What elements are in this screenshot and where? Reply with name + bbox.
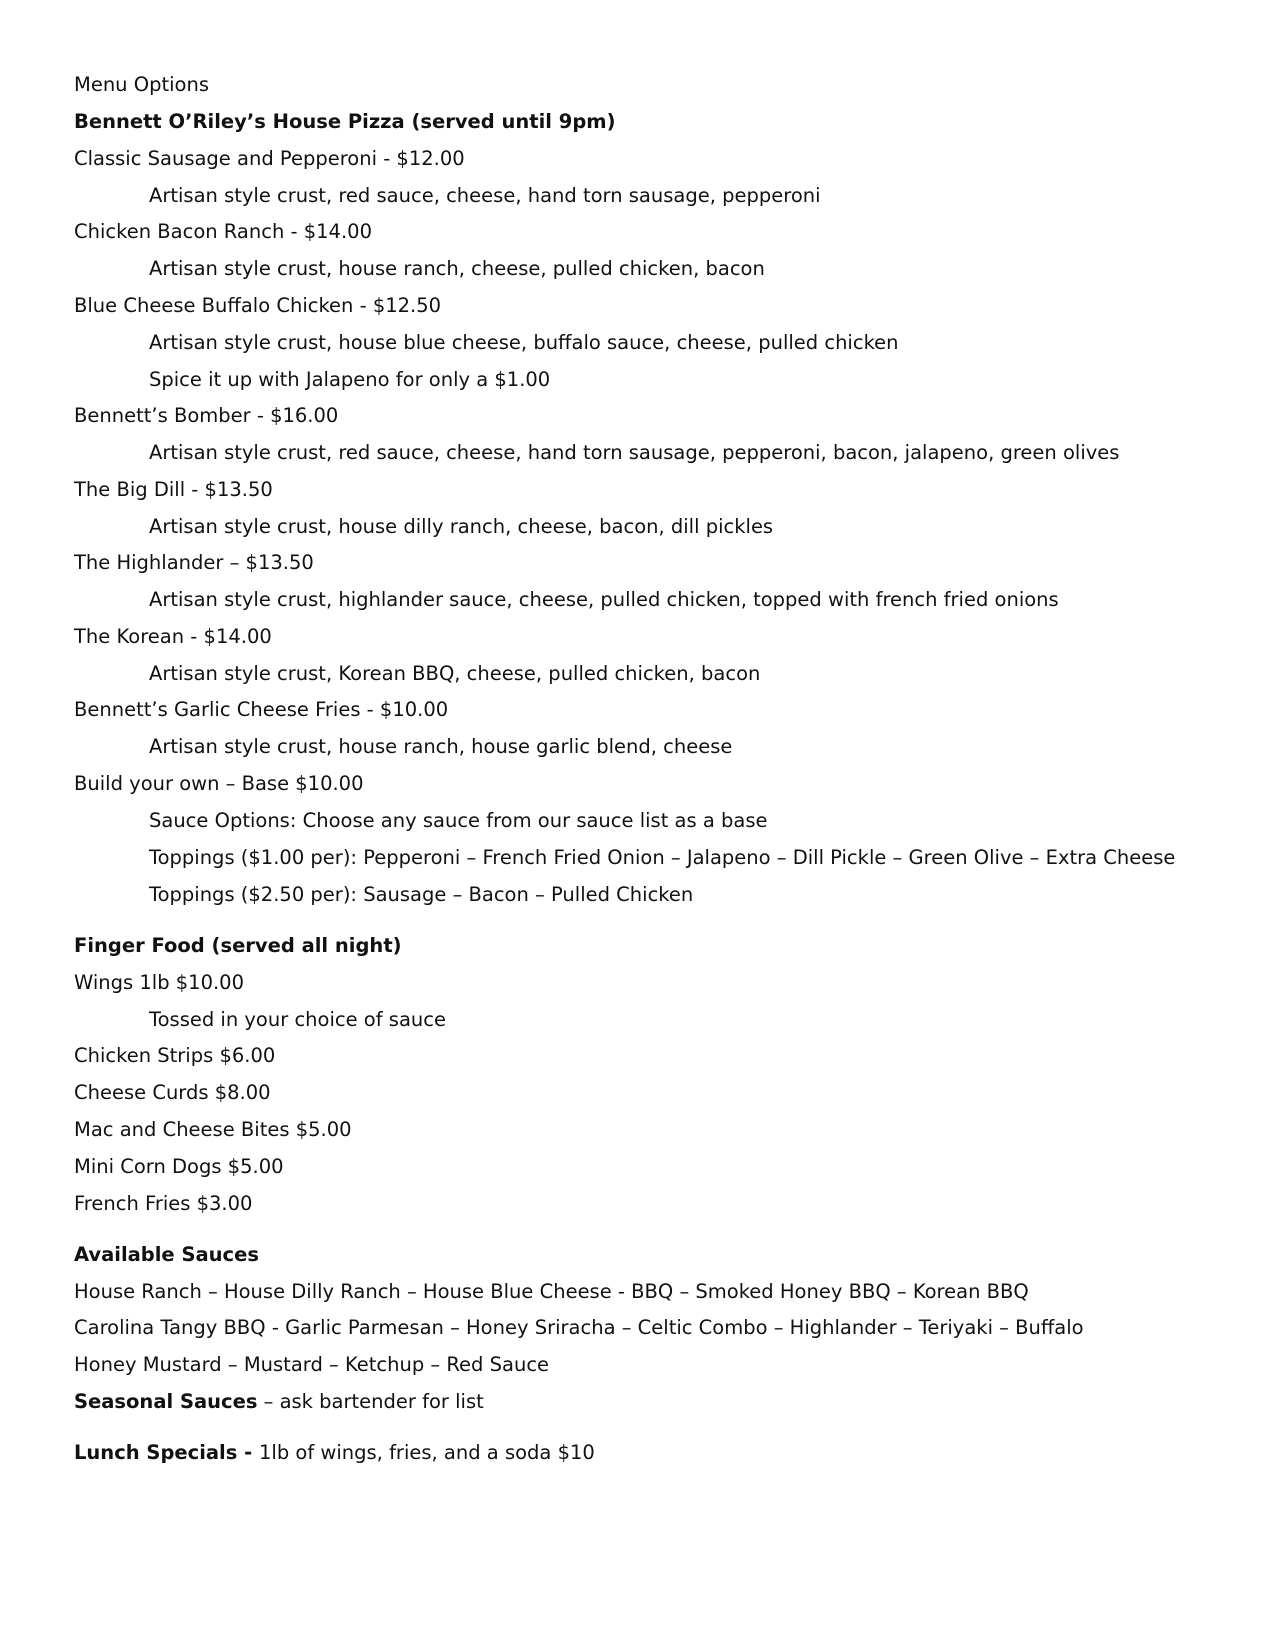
seasonal-sauces-line [74, 1392, 484, 1412]
menu-item-the-highlander: The Highlander – $13.50 [74, 551, 314, 574]
menu-item-chicken-strips: Chicken Strips $6.00 [74, 1044, 276, 1067]
page-title: Menu Options [74, 73, 209, 96]
lunch-specials-detail: 1lb of wings, fries, and a soda $10 [259, 1441, 595, 1464]
menu-item-garlic-cheese-fries: Bennett’s Garlic Cheese Fries - $10.00 [74, 698, 449, 721]
menu-item-cheese-curds: Cheese Curds $8.00 [74, 1081, 271, 1104]
sauce-list-line: Carolina Tangy BBQ - Garlic Parmesan – Honey Sriracha – Celtic Combo – Highlander – Teriyaki – Buffalo [74, 1316, 1084, 1339]
lunch-specials-label: Lunch Specials - [74, 1441, 260, 1464]
pizza-section-heading: Bennett O’Riley’s House Pizza (served until 9pm) [74, 110, 616, 133]
item-description: Artisan style crust, house dilly ranch, cheese, bacon, dill pickles [149, 515, 774, 538]
finger-food-section-heading: Finger Food (served all night) [74, 934, 402, 957]
menu-item-bennetts-bomber: Bennett’s Bomber - $16.00 [74, 404, 339, 427]
menu-item-chicken-bacon-ranch: Chicken Bacon Ranch - $14.00 [74, 220, 372, 243]
lunch-specials-line [74, 1443, 595, 1463]
item-description: Artisan style crust, red sauce, cheese, hand torn sausage, pepperoni [149, 184, 821, 207]
sauce-list-line: House Ranch – House Dilly Ranch – House Blue Cheese - BBQ – Smoked Honey BBQ – Korean BBQ [74, 1280, 1029, 1303]
sauce-list-line: Honey Mustard – Mustard – Ketchup – Red Sauce [74, 1353, 550, 1376]
menu-item-the-korean: The Korean - $14.00 [74, 625, 272, 648]
item-description: Artisan style crust, house blue cheese, buffalo sauce, cheese, pulled chicken [149, 331, 899, 354]
menu-item-mini-corn-dogs: Mini Corn Dogs $5.00 [74, 1155, 284, 1178]
sauce-options-note: Sauce Options: Choose any sauce from our sauce list as a base [149, 809, 768, 832]
menu-item-french-fries: French Fries $3.00 [74, 1192, 253, 1215]
seasonal-sauces-note: – ask bartender for list [257, 1390, 484, 1413]
menu-item-build-your-own: Build your own – Base $10.00 [74, 772, 364, 795]
item-description: Artisan style crust, red sauce, cheese, hand torn sausage, pepperoni, bacon, jalapeno, green olives [149, 441, 1120, 464]
item-description: Tossed in your choice of sauce [149, 1008, 446, 1031]
seasonal-sauces-label: Seasonal Sauces [74, 1390, 258, 1413]
sauces-section-heading: Available Sauces [74, 1243, 259, 1266]
toppings-2-50: Toppings ($2.50 per): Sausage – Bacon – Pulled Chicken [149, 883, 694, 906]
item-description: Artisan style crust, highlander sauce, cheese, pulled chicken, topped with french fried onions [149, 588, 1059, 611]
item-description: Artisan style crust, house ranch, cheese, pulled chicken, bacon [149, 257, 765, 280]
menu-item-mac-cheese-bites: Mac and Cheese Bites $5.00 [74, 1118, 352, 1141]
menu-item-wings: Wings 1lb $10.00 [74, 971, 244, 994]
menu-item-the-big-dill: The Big Dill - $13.50 [74, 478, 273, 501]
item-description: Artisan style crust, Korean BBQ, cheese, pulled chicken, bacon [149, 662, 761, 685]
menu-item-blue-cheese-buffalo-chicken: Blue Cheese Buffalo Chicken - $12.50 [74, 294, 442, 317]
item-addon-note: Spice it up with Jalapeno for only a $1.00 [149, 368, 551, 391]
menu-item-classic-sausage-pepperoni: Classic Sausage and Pepperoni - $12.00 [74, 147, 465, 170]
toppings-1-dollar: Toppings ($1.00 per): Pepperoni – French Fried Onion – Jalapeno – Dill Pickle – Green Olive – Extra Cheese [149, 846, 1176, 869]
item-description: Artisan style crust, house ranch, house garlic blend, cheese [149, 735, 733, 758]
